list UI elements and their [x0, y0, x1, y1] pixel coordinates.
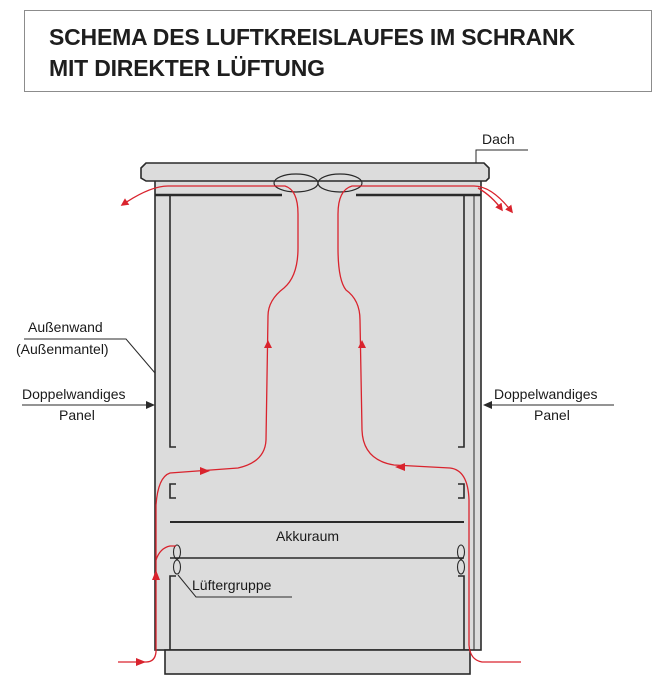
leader-arrow-left [146, 401, 155, 409]
label-double-wall-right-1: Doppelwandiges [494, 386, 598, 402]
leader-arrow-right [483, 401, 492, 409]
label-double-wall-left-2: Panel [59, 407, 95, 423]
cabinet [141, 163, 489, 674]
label-roof: Dach [482, 131, 515, 147]
label-fan-group: Lüftergruppe [192, 577, 272, 593]
label-battery-room: Akkuraum [276, 528, 340, 544]
label-double-wall-left-1: Doppelwandiges [22, 386, 126, 402]
label-outer-wall-1: Außenwand [28, 319, 103, 335]
title-line-2: MIT DIREKTER LÜFTUNG [49, 55, 325, 81]
title-line-1: SCHEMA DES LUFTKREISLAUFES IM SCHRANK [49, 24, 575, 50]
leader-roof [476, 150, 528, 163]
arrow-intake-left [136, 658, 146, 666]
label-outer-wall-2: (Außenmantel) [16, 341, 109, 357]
label-double-wall-right-2: Panel [534, 407, 570, 423]
base-plinth [165, 650, 470, 674]
